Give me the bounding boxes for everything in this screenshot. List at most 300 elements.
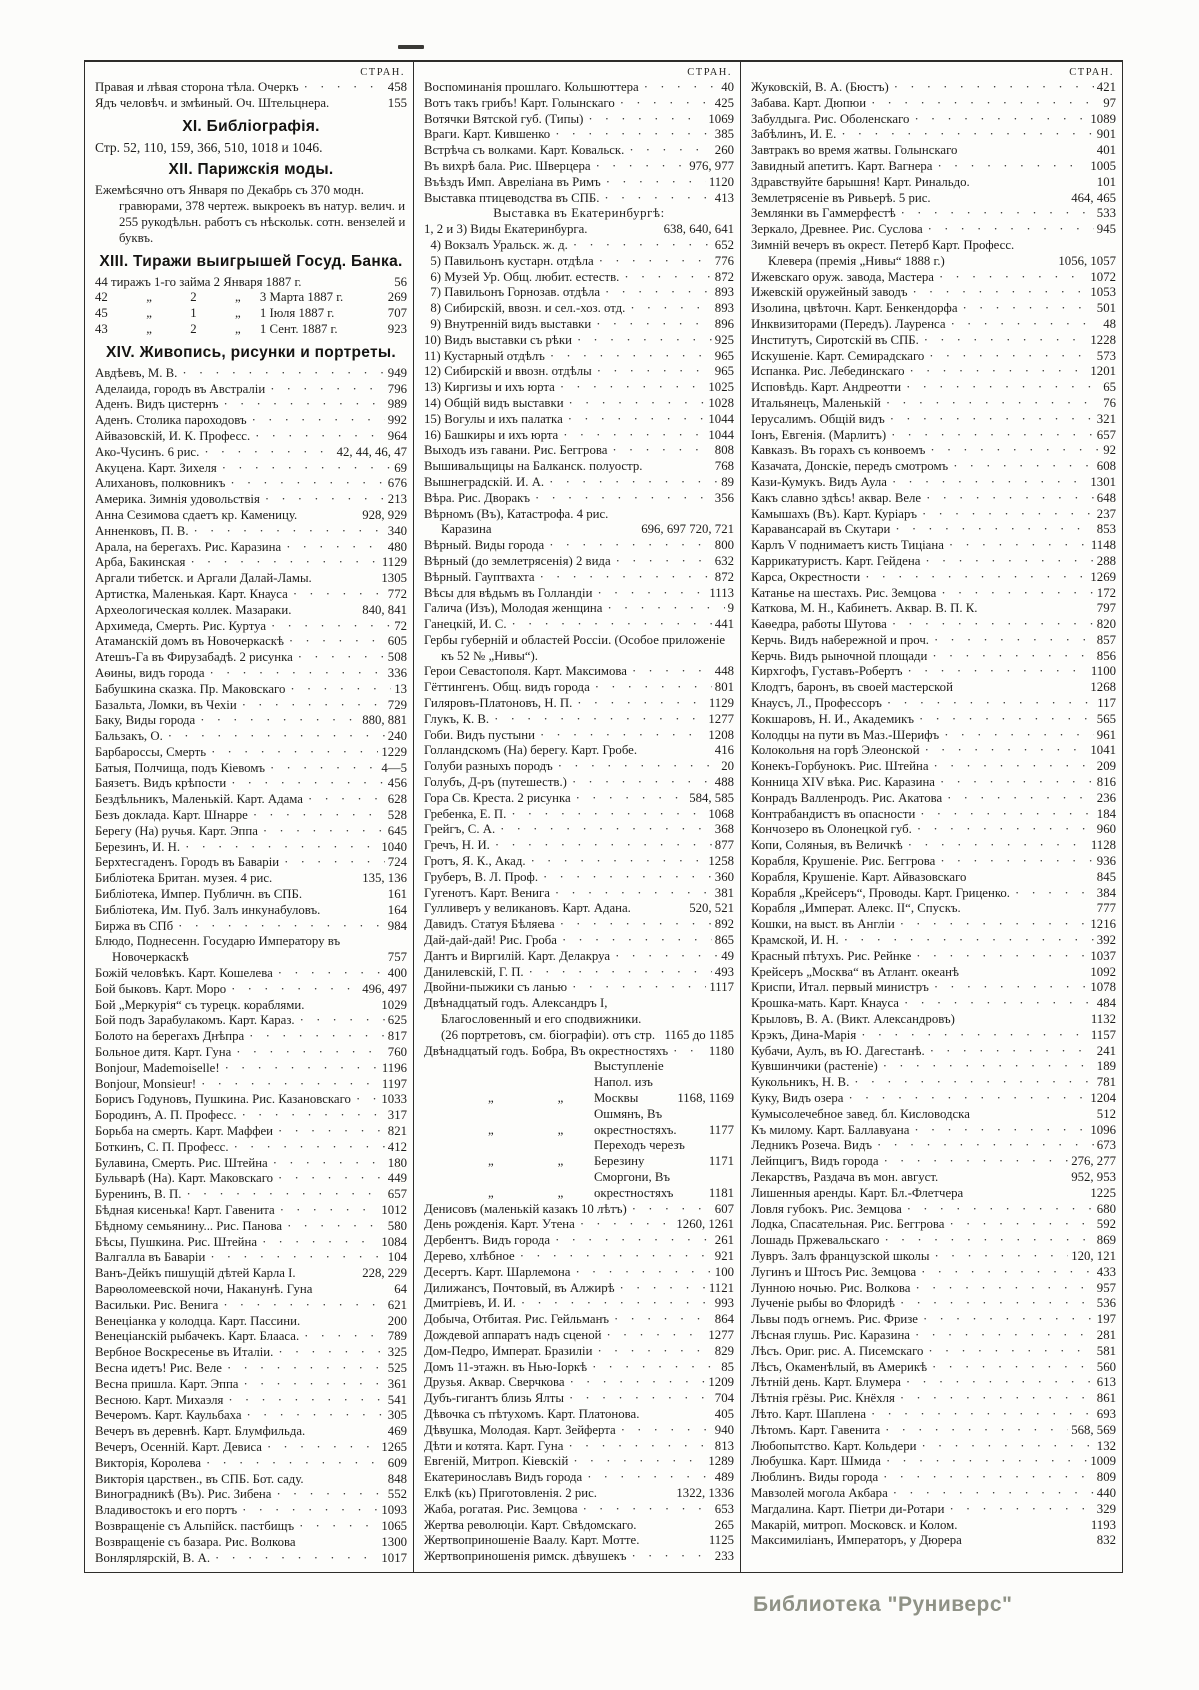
entry-title: Вѣсы для вѣдьмъ въ Голландіи: [424, 585, 593, 600]
entry-title: Дай-дай-дай! Рис. Гроба: [424, 933, 557, 948]
dot-leader: [334, 306, 385, 322]
dot-leader: [915, 807, 1094, 823]
dot-leader: [955, 1012, 1088, 1028]
dot-leader: [189, 524, 385, 540]
entry-page: 260: [714, 143, 734, 158]
dot-leader: [895, 1296, 1094, 1312]
entry-page: 993: [714, 1296, 734, 1311]
entry-page: 880, 881: [362, 713, 407, 728]
entry-page: 484: [1096, 996, 1116, 1011]
index-entry: [424, 1454, 734, 1470]
index-entry: [95, 1551, 407, 1567]
entry-title: Бой подъ Зарабулакомъ. Карт. Караз.: [95, 1013, 295, 1028]
index-entry: [95, 461, 407, 477]
entry-page: 421: [1096, 80, 1116, 94]
entry-page: 1117: [709, 980, 734, 995]
index-entry: [424, 1344, 734, 1360]
dot-leader: [966, 870, 1093, 886]
dot-leader: [550, 886, 712, 902]
entry-title: Колодцы на пути въ Маз.-Шерифъ: [751, 727, 940, 742]
entry-page: 385: [714, 127, 734, 142]
dot-leader: [544, 538, 712, 554]
entry-page: 501: [1096, 301, 1116, 316]
dot-leader: [223, 1393, 384, 1409]
index-entry: [751, 270, 1116, 286]
index-entry: [424, 380, 734, 396]
entry-page: 1100: [1090, 664, 1116, 679]
entry-page: 441: [714, 617, 734, 632]
entry-page: 893: [714, 301, 734, 316]
entry-page: 552: [387, 1487, 407, 1502]
dot-leader: [642, 459, 711, 475]
entry-title: Борисъ Годуновъ, Пушкина. Рис. Казановскаго: [95, 1092, 351, 1107]
entry-page: 1078: [1090, 980, 1116, 995]
index-entry: [751, 586, 1116, 602]
dot-leader: [535, 570, 712, 586]
index-entry: [751, 1375, 1116, 1391]
index-entry: [95, 96, 407, 112]
entry-title: Акуцена. Карт. Зихеля: [95, 460, 217, 475]
index-entry-ditto: [424, 1059, 734, 1106]
dot-leader: [625, 301, 711, 317]
entry-title: Дождевой аппаратъ надъ сценой: [424, 1327, 602, 1342]
entry-page: 265: [714, 1517, 734, 1532]
entry-page: 1197: [381, 1076, 407, 1091]
index-entry: [95, 587, 407, 603]
entry-title: Казачата, Донскіе, передъ смотромъ: [751, 459, 949, 474]
dot-leader: [920, 743, 1088, 759]
entry-title: Въ вихрѣ бала. Рис. Шверцера: [424, 158, 591, 173]
entry-title: Ядъ человѣч. и змѣиный. Оч. Штельцнера.: [95, 95, 330, 110]
index-entry: [95, 1282, 407, 1298]
index-entry: [95, 397, 407, 413]
dot-leader: [296, 1266, 360, 1282]
index-entry: [751, 696, 1116, 712]
entry-title: Вышивальщицы на Балканск. полуостр.: [424, 459, 643, 474]
index-entry: [95, 934, 407, 966]
index-entry: [424, 728, 734, 744]
dot-leader: [217, 461, 391, 477]
index-entry: [751, 1186, 1116, 1202]
index-entry: [424, 1470, 734, 1486]
entry-title: Бульварѣ (На). Карт. Маковскаго: [95, 1171, 274, 1186]
entry-title: Іерусалимъ. Общій видъ: [751, 411, 885, 426]
index-entry: [751, 854, 1116, 870]
index-entry: [751, 822, 1116, 838]
entry-title: Аденъ. Столика пароходовъ: [95, 413, 247, 428]
entry-title: Лѣсъ. Ориг. рис. А. Писемскаго: [751, 1343, 924, 1358]
index-entry: [424, 1233, 734, 1249]
index-entry: [95, 634, 407, 650]
index-entry: [751, 1044, 1116, 1060]
index-entry: [95, 445, 407, 461]
index-entry: [751, 886, 1116, 902]
dot-leader: [957, 1518, 1087, 1534]
entry-page: 1044: [708, 411, 734, 426]
index-entry: [424, 112, 734, 128]
index-entry: [424, 143, 734, 159]
entry-title: Максимиліанъ, Императоръ, у Дюрера: [751, 1533, 962, 1548]
dot-leader: [888, 1486, 1094, 1502]
dot-leader: [205, 1250, 384, 1266]
index-entry: [751, 728, 1116, 744]
entry-title: Кончозеро въ Олонецкой губ.: [751, 822, 912, 837]
index-entry: [751, 491, 1116, 507]
entry-title: Глукъ, К. В.: [424, 711, 490, 726]
index-entry: [424, 1202, 734, 1218]
entry-page: 584, 585: [689, 790, 734, 805]
dot-leader: [177, 366, 384, 382]
entry-title: Кнаусъ, Л., Профессоръ: [751, 696, 882, 711]
dot-leader: [916, 1439, 1093, 1455]
entry-page: 625: [387, 1013, 407, 1028]
entry-page: 707: [387, 306, 407, 321]
entry-page: 657: [387, 1187, 407, 1202]
index-entry: [751, 380, 1116, 396]
dot-leader: [299, 1329, 385, 1345]
dot-leader: [918, 1312, 1094, 1328]
entry-page: 1029: [381, 997, 407, 1012]
entry-page: 405: [714, 1406, 734, 1421]
index-entry: [751, 1249, 1116, 1265]
dot-leader: [909, 1123, 1087, 1139]
index-entry: [424, 1281, 734, 1297]
dot-leader: [953, 680, 1087, 696]
dot-leader: [910, 1328, 1094, 1344]
entry-title: Вѣрный. Гауптвахта: [424, 569, 535, 584]
dot-leader: [970, 1107, 1094, 1123]
index-entry: [424, 570, 734, 586]
dot-leader: [206, 745, 378, 761]
entry-title: Ижевскій оружейный заводъ: [751, 285, 908, 300]
entry-page: 1068: [708, 806, 734, 821]
dot-leader: [220, 1061, 379, 1077]
entry-page: 816: [1096, 775, 1116, 790]
entry-page: 1044: [708, 427, 734, 442]
dot-leader: [284, 634, 385, 650]
entry-page: 520, 521: [689, 901, 734, 916]
entry-page: 776: [714, 253, 734, 268]
entry-page: 480: [387, 539, 407, 554]
entry-title: Львы подъ огнемъ. Рис. Фризе: [751, 1312, 918, 1327]
entry-page: 1028: [708, 395, 734, 410]
entry-page: 1300: [381, 1534, 407, 1549]
entry-page: 161: [387, 887, 407, 902]
entry-page: 829: [714, 1343, 734, 1358]
index-entry: [751, 1281, 1116, 1297]
entry-title: Жертвоприношенія римск. дѣвушекъ: [424, 1549, 627, 1564]
dot-leader: [275, 1203, 379, 1219]
index-entry: [424, 775, 734, 791]
index-entry: [751, 538, 1116, 554]
entry-page: 945: [1096, 222, 1116, 237]
entry-page: 1208: [708, 727, 734, 742]
entry-page: 184: [1096, 806, 1116, 821]
index-entry: [424, 949, 734, 965]
entry-title: Корабля, Крушеніе. Рис. Беггрова: [751, 854, 936, 869]
entry-title: Жертвоприношеніе Ваалу. Карт. Мотте.: [424, 1533, 640, 1548]
entry-page: 85: [721, 1359, 734, 1374]
dot-leader: [885, 412, 1094, 428]
index-entry: [751, 175, 1116, 191]
dot-leader: [568, 238, 712, 254]
entry-page: 928, 929: [362, 507, 407, 522]
entry-page: 1084: [381, 1234, 407, 1249]
entry-page: 1040: [381, 839, 407, 854]
entry-page: 356: [714, 490, 734, 505]
entry-page: 1322, 1336: [676, 1485, 734, 1500]
entry-title: Анна Сезимова сдаетъ кр. Каменицу.: [95, 507, 298, 522]
index-entry: [424, 396, 734, 412]
entry-title: Исповѣдь. Карт. Андреотти: [751, 380, 902, 395]
dot-leader: [946, 317, 1101, 333]
watermark: Библиотека "Руниверс": [753, 1593, 1013, 1616]
dot-leader: [545, 349, 712, 365]
entry-title: Лѣтнія грёзы. Рис. Кнёхля: [751, 1391, 895, 1406]
dot-leader: [205, 666, 385, 682]
entry-page: 693: [1096, 1406, 1116, 1421]
entry-page: 1225: [1090, 1185, 1116, 1200]
entry-page: 1277: [708, 711, 734, 726]
dot-leader: [299, 80, 385, 96]
entry-page: 425: [714, 95, 734, 110]
entry-title: Бальзакъ, О.: [95, 729, 163, 744]
index-entry: [424, 491, 734, 507]
dot-leader: [592, 586, 706, 602]
entry-title: Лученіе рыбы во Флоридѣ: [751, 1296, 895, 1311]
dot-leader: [557, 933, 712, 949]
entry-page: 525: [387, 1360, 407, 1375]
index-entry: [95, 713, 407, 729]
dot-leader: [268, 1156, 385, 1172]
entry-page: 648: [1096, 490, 1116, 505]
dot-leader: [304, 998, 378, 1014]
entry-page: 13: [394, 681, 407, 696]
index-column: [413, 62, 740, 1572]
index-entry: [751, 143, 1116, 159]
index-entry: [95, 1171, 407, 1187]
dot-leader: [610, 949, 718, 965]
index-entry: [751, 633, 1116, 649]
index-entry: [95, 666, 407, 682]
entry-page: 97: [1103, 95, 1116, 110]
entry-page: 1129: [381, 555, 407, 570]
entry-title: Іонъ, Евгенія. (Марлитъ): [751, 427, 887, 442]
index-entry: [751, 1107, 1116, 1123]
entry-title: Алихановъ, полковникъ: [95, 476, 226, 491]
dot-leader: [495, 822, 712, 838]
entry-page: 200: [387, 1313, 407, 1328]
entry-title: 8) Сибирскій, ввозн. и сел.-хоз. отд.: [424, 301, 626, 316]
index-entry: [424, 1296, 734, 1312]
index-entry: [751, 917, 1116, 933]
index-entry: [751, 1454, 1116, 1470]
index-entry: [751, 206, 1116, 222]
index-entry: [95, 745, 407, 761]
index-entry: [751, 412, 1116, 428]
index-entry-text: Гербы губерній и областей Россіи. (Особое приложеніе къ 52 № „Нивы“).: [424, 632, 726, 663]
dot-leader: [301, 275, 391, 291]
entry-title: Вечеромъ. Карт. Каульбаха: [95, 1408, 242, 1423]
column-header-label: СТРАН.: [687, 67, 732, 78]
entry-page: 1056, 1057: [1058, 253, 1116, 268]
dot-leader: [195, 713, 359, 729]
entry-title: Выходъ изъ гавани. Рис. Беггрова: [424, 443, 608, 458]
entry-title: 14) Общій видъ выставки: [424, 395, 564, 410]
index-entry: [95, 555, 407, 571]
entry-page: 4—5: [381, 760, 407, 775]
entry-page: 361: [387, 1376, 407, 1391]
entry-title: Мавзолей могола Акбара: [751, 1485, 888, 1500]
index-entry: [751, 965, 1116, 981]
ditto-marks: „ „: [488, 1154, 564, 1169]
entry-title: Буренинъ, В. П.: [95, 1187, 182, 1202]
dot-leader: [515, 1249, 712, 1265]
dot-leader: [592, 1344, 711, 1360]
dot-leader: [564, 396, 706, 412]
entry-title: Денисовъ (маленькій казакъ 10 лѣтъ): [424, 1201, 627, 1216]
index-entry: [751, 649, 1116, 665]
dot-leader: [901, 380, 1100, 396]
entry-title: Гугенотъ. Карт. Венига: [424, 885, 550, 900]
index-entry: [424, 285, 734, 301]
entry-title: Бѣдному семьянину... Рис. Панова: [95, 1218, 283, 1233]
dot-leader: [923, 1344, 1093, 1360]
dot-leader: [524, 965, 712, 981]
dot-leader: [563, 412, 706, 428]
index-entry: [95, 1456, 407, 1472]
index-entry: [95, 650, 407, 666]
entry-title: Лодка, Спасательная. Рис. Беггрова: [751, 1217, 945, 1232]
dot-leader: [902, 1202, 1094, 1218]
entry-page: 1121: [708, 1280, 734, 1295]
dot-leader: [639, 80, 718, 96]
dot-leader: [880, 1423, 1068, 1439]
entry-title: Вѣрный. Виды города: [424, 538, 545, 553]
dot-leader: [924, 349, 1094, 365]
dot-leader: [935, 775, 1094, 791]
dot-leader: [225, 476, 384, 492]
entry-page: 580: [387, 1218, 407, 1233]
entry-title: Вечеръ въ деревнѣ. Карт. Блумфильда.: [95, 1424, 306, 1439]
index-entry: [751, 1296, 1116, 1312]
index-entry: [95, 80, 407, 96]
entry-page: 1301: [1090, 474, 1116, 489]
entry-title: Вечеръ, Осенній. Карт. Девиса: [95, 1439, 262, 1454]
index-entry: [751, 127, 1116, 143]
index-entry: [751, 1233, 1116, 1249]
index-entry: [751, 80, 1116, 96]
entry-title: Конница XIV вѣка. Рис. Каразина: [751, 775, 935, 790]
entry-page: 1037: [1090, 948, 1116, 963]
entry-title: Кукольникъ, Н. В.: [751, 1075, 850, 1090]
dot-leader: [836, 127, 1093, 143]
entry-title: Конекъ-Горбунокъ. Рис. Штейна: [751, 759, 929, 774]
entry-page: 809: [1096, 1470, 1116, 1485]
dot-leader: [291, 603, 359, 619]
dot-leader: [910, 1281, 1093, 1297]
dot-leader: [570, 1265, 711, 1281]
entry-page: 796: [387, 381, 407, 396]
entry-title: Институтъ, Сиротскій въ СПБ.: [751, 332, 919, 347]
entry-title: Вотячки Вятской губ. (Типы): [424, 111, 584, 126]
entry-title: Биржа въ СПб: [95, 918, 174, 933]
dot-leader: [196, 1077, 379, 1093]
entry-page: 781: [1096, 1075, 1116, 1090]
dot-leader: [895, 917, 1088, 933]
index-entry: [751, 1059, 1116, 1075]
index-entry: [95, 1487, 407, 1503]
dot-leader: [248, 808, 385, 824]
index-entry: [424, 696, 734, 712]
entry-page: 1113: [709, 585, 734, 600]
entry-page: 965: [714, 348, 734, 363]
dot-leader: [929, 759, 1094, 775]
dot-leader: [849, 1075, 1094, 1091]
entry-title: Кумысолечебное завед. бл. Кисловодска: [751, 1106, 970, 1121]
index-entry: [751, 396, 1116, 412]
index-entry: [751, 949, 1116, 965]
entry-page: 817: [387, 1029, 407, 1044]
dot-leader: [601, 175, 706, 191]
entry-page: 845: [1096, 869, 1116, 884]
entry-page: 65: [1103, 380, 1116, 395]
dot-leader: [639, 1407, 711, 1423]
index-entry: [424, 428, 734, 444]
index-entry: [95, 682, 407, 698]
dot-leader: [944, 538, 1088, 554]
section-heading: XI. Библіографія.: [182, 117, 320, 135]
dot-leader: [881, 396, 1100, 412]
entry-title: Десертъ. Карт. Шарлемона: [424, 1264, 571, 1279]
entry-page: 1089: [1090, 111, 1116, 126]
entry-title: 10) Видъ выставки съ рѣки: [424, 332, 572, 347]
dot-leader: [881, 1454, 1087, 1470]
index-entry: [95, 366, 407, 382]
entry-title: Аделаида, городъ въ Австраліи: [95, 381, 266, 396]
entry-title: 5) Павильонъ кустарн. отдѣла: [424, 253, 594, 268]
index-entry: [424, 601, 734, 617]
entry-title: 11) Кустарный отдѣлъ: [424, 348, 545, 363]
index-entry: [751, 238, 1116, 270]
index-entry: [751, 1202, 1116, 1218]
dot-leader: [516, 1296, 712, 1312]
dot-leader: [295, 1013, 385, 1029]
index-entry: [424, 664, 734, 680]
entry-title: Криспи, Итал. первый министръ: [751, 980, 929, 995]
entry-page: 1196: [381, 1060, 407, 1075]
entry-title: Батыя, Полчища, подъ Кіевомъ: [95, 760, 266, 775]
dot-leader: [921, 491, 1094, 507]
dot-leader: [582, 1470, 712, 1486]
entry-page: 381: [714, 885, 734, 900]
entry-page: 1120: [708, 174, 734, 189]
entry-title: Камышахъ (Въ). Карт. Куріаръ: [751, 506, 918, 521]
entry-page: 592: [1096, 1217, 1116, 1232]
scan-artifact: [398, 45, 424, 49]
index-entry: [751, 712, 1116, 728]
index-entry: [751, 601, 1116, 617]
index-entry: [751, 1012, 1116, 1028]
dot-leader: [616, 1423, 712, 1439]
dot-leader: [265, 382, 385, 398]
entry-title: Ганецкій, И. С.: [424, 617, 507, 632]
dot-leader: [231, 1045, 385, 1061]
dot-leader: [878, 1059, 1094, 1075]
index-entry: [751, 870, 1116, 886]
entry-page: 921: [714, 1248, 734, 1263]
index-entry: [95, 903, 407, 919]
